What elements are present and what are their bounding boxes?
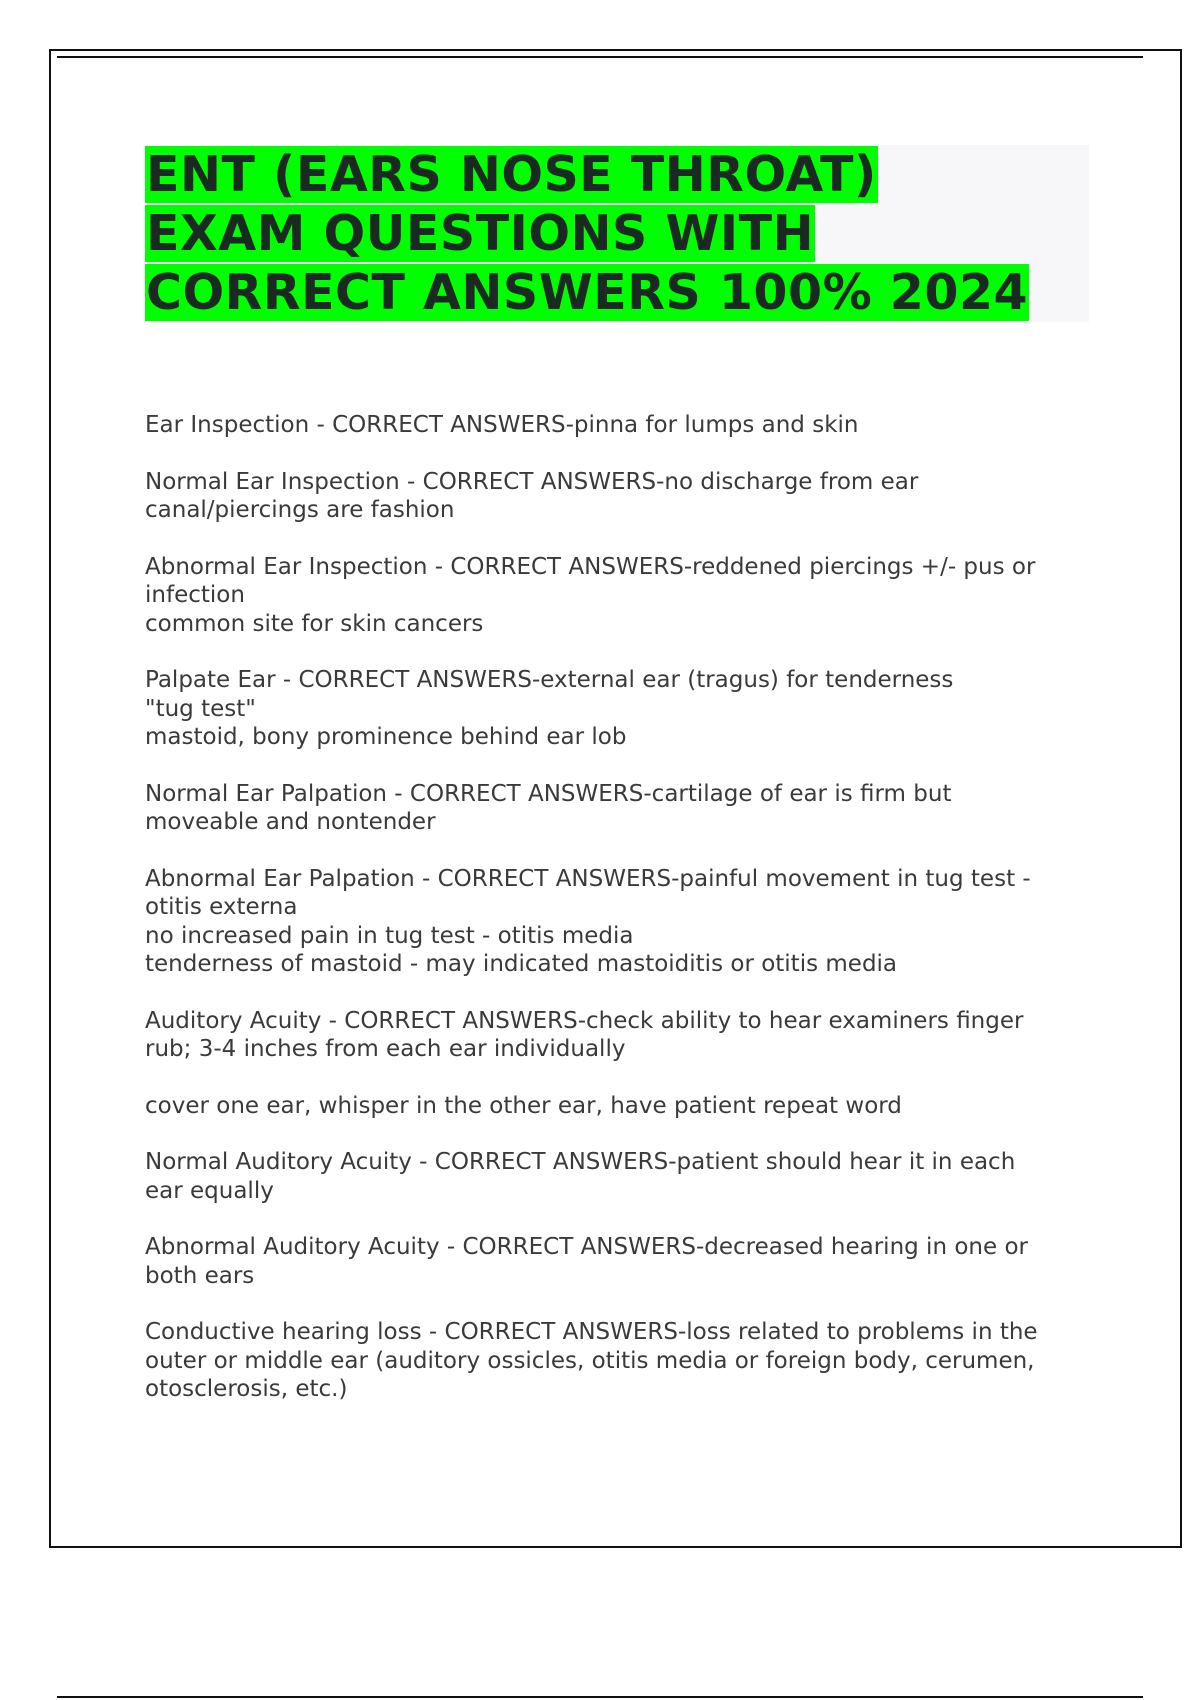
qa-list (145, 411, 1105, 1432)
qa-entry-abnormal-auditory-acuity: Abnormal Auditory Acuity - CORRECT ANSWERS-decreased hearing in one or both ears (145, 1234, 1028, 1289)
document-title (145, 145, 1089, 322)
title-block (145, 145, 1089, 322)
qa-entry-ear-inspection: Ear Inspection - CORRECT ANSWERS-pinna for lumps and skin (145, 412, 859, 438)
qa-entry-normal-ear-inspection: Normal Ear Inspection - CORRECT ANSWERS-no discharge from ear canal/piercings are fashion (145, 468, 919, 523)
bottom-rule (57, 1696, 1143, 1698)
qa-entry-conductive-hearing-loss: Conductive hearing loss - CORRECT ANSWERS-loss related to problems in the outer or middle ear (auditory ossicles, otitis media or foreign body, cerumen, otosclerosis, etc.) (145, 1319, 1038, 1402)
qa-entry-palpate-ear: Palpate Ear - CORRECT ANSWERS-external ear (tragus) for tenderness "tug test" mastoid, bony prominence behind ear lob (145, 667, 954, 750)
title-line-1: ENT (EARS NOSE THROAT) (146, 146, 877, 203)
title-line-3: CORRECT ANSWERS 100% 2024 (146, 264, 1029, 321)
qa-entry-normal-ear-palpation: Normal Ear Palpation - CORRECT ANSWERS-cartilage of ear is firm but moveable and nontender (145, 780, 952, 835)
qa-entry-auditory-acuity: Auditory Acuity - CORRECT ANSWERS-check ability to hear examiners finger rub; 3-4 inches from each ear individually (145, 1007, 1024, 1062)
title-line-2: EXAM QUESTIONS WITH (146, 205, 815, 262)
qa-entry-whisper-test: cover one ear, whisper in the other ear, have patient repeat word (145, 1092, 902, 1119)
qa-entry-normal-auditory-acuity: Normal Auditory Acuity - CORRECT ANSWERS-patient should hear it in each ear equally (145, 1149, 1016, 1204)
qa-entry-abnormal-ear-palpation: Abnormal Ear Palpation - CORRECT ANSWERS-painful movement in tug test - otitis externa no increased pain in tug test - otitis media tenderness of mastoid - may indicated mastoiditis or otitis media (145, 865, 1031, 977)
qa-entry-abnormal-ear-inspection: Abnormal Ear Inspection - CORRECT ANSWERS-reddened piercings +/- pus or infection common site for skin cancers (145, 553, 1036, 637)
